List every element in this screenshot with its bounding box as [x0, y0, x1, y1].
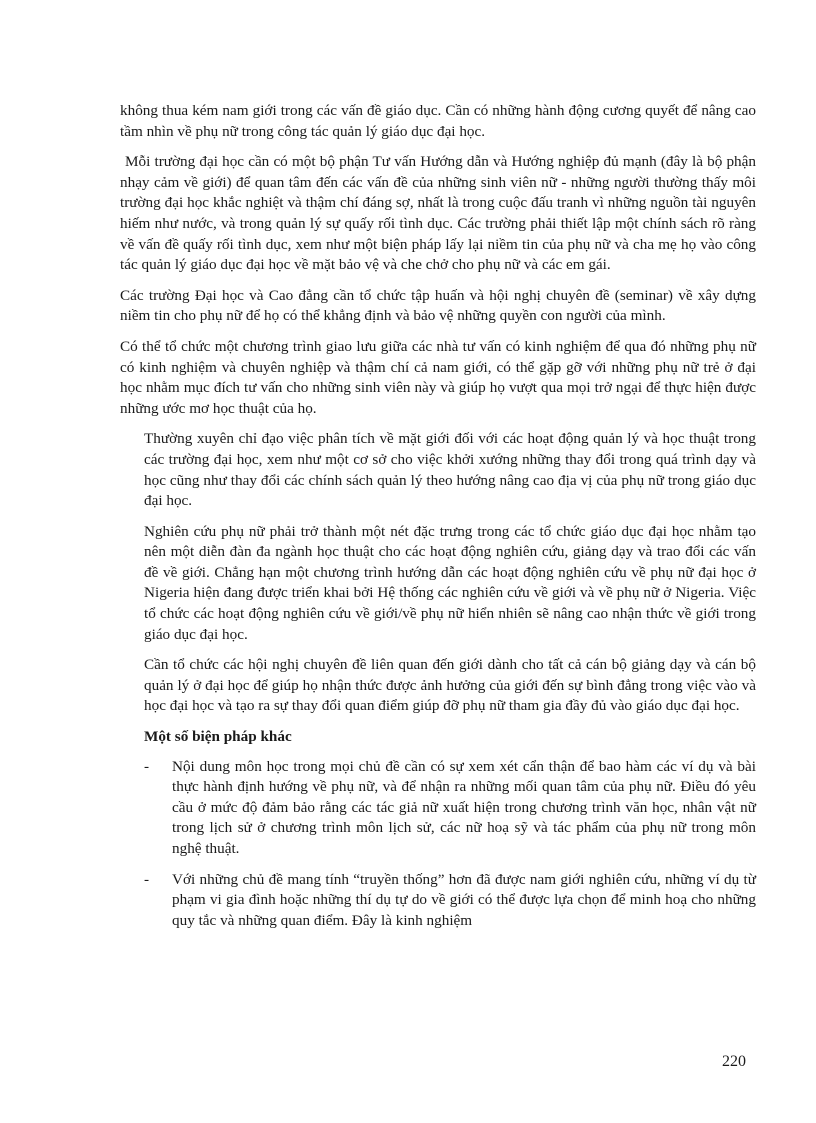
paragraph-training: Các trường Đại học và Cao đẳng cần tổ chức tập huấn và hội nghị chuyên đề (seminar) về xây dựng niềm tin cho phụ nữ để họ có thể khẳng định và bảo vệ những quyền con người của mình. [120, 286, 756, 325]
dash-marker: - [144, 757, 150, 775]
list-item [144, 870, 756, 932]
page-content [120, 101, 756, 941]
page-number: 220 [722, 1053, 746, 1070]
paragraph-gender-analysis: Thường xuyên chỉ đạo việc phân tích về mặt giới đối với các hoạt động quản lý và học thuật trong các trường đại học, xem như một cơ sở cho việc khởi xướng những thay đổi trong quá trình dạy và học cũng như thay đổi các chính sách quản lý theo hướng nâng cao địa vị của phụ nữ trong giáo dục đại học. [144, 430, 756, 510]
list-item-text: Nội dung môn học trong mọi chủ đề cần có sự xem xét cẩn thận để bao hàm các ví dụ và bài thực hành định hướng về phụ nữ, và để nhận ra những mối quan tâm của phụ nữ. Điều đó yêu cầu ở mức độ đảm bảo rằng các tác giả nữ xuất hiện trong chương trình văn học, nhân vật nữ trong lịch sử ở chương trình môn lịch sử, các nữ hoạ sỹ và tác phẩm của phụ nữ trong môn nghệ thuật. [172, 757, 756, 857]
paragraph-mentoring: Có thể tổ chức một chương trình giao lưu giữa các nhà tư vấn có kinh nghiệm để qua đó những phụ nữ có kinh nghiệm và chuyên nghiệp và thậm chí cả nam giới, có thể gặp gỡ với những phụ nữ trẻ ở đại học nhằm mục đích tư vấn cho những sinh viên này và giúp họ vượt qua mọi trở ngại để thực hiện được những ước mơ học thuật của họ. [120, 337, 756, 417]
paragraph-seminars: Cần tổ chức các hội nghị chuyên đề liên quan đến giới dành cho tất cả cán bộ giảng dạy và cán bộ quản lý ở đại học để giúp họ nhận thức được ảnh hưởng của giới đến sự bình đẳng trong việc vào và học đại học và tạo ra sự thay đổi quan điểm giúp đỡ phụ nữ tham gia đầy đủ vào giáo dục đại học. [144, 656, 756, 715]
paragraph-counseling: Mỗi trường đại học cần có một bộ phận Tư vấn Hướng dẫn và Hướng nghiệp đủ mạnh (đây là bộ phận nhạy cảm về giới) để quan tâm đến các vấn đề của những sinh viên nữ - những người thường thấy môi trường đại học khắc nghiệt và thậm chí đáng sợ, nhất là trong cuộc đấu tranh vì những nguồn tài nguyên hiếm như nước, và trong quản lý sự quấy rối tình dục. Các trường phải thiết lập một chính sách rõ ràng về vấn đề quấy rối tình dục, xem như một biện pháp lấy lại niềm tin của phụ nữ và cha mẹ họ vào công tác quản lý giáo dục đại học về mặt bảo vệ và che chở cho phụ nữ và các em gái. [120, 153, 756, 274]
paragraph-continuation: không thua kém nam giới trong các vấn đề giáo dục. Cần có những hành động cương quyết để nâng cao tầm nhìn về phụ nữ trong công tác quản lý giáo dục đại học. [120, 102, 756, 140]
measures-list [120, 757, 756, 932]
indented-block [120, 429, 756, 717]
dash-marker: - [144, 870, 150, 888]
list-item [144, 757, 756, 860]
section-heading: Một số biện pháp khác [144, 728, 292, 746]
list-item-text: Với những chủ đề mang tính “truyền thống” hơn đã được nam giới nghiên cứu, những ví dụ từ phạm vi gia đình hoặc những thí dụ tự do về giới có thể được lựa chọn để minh hoạ cho những quy tắc và những quan điểm. Đây là kinh nghiệm [172, 870, 756, 929]
paragraph-women-studies: Nghiên cứu phụ nữ phải trở thành một nét đặc trưng trong các tổ chức giáo dục đại học nhằm tạo nên một diễn đàn đa ngành học thuật cho các hoạt động nghiên cứu, giảng dạy và trao đổi các vấn đề về giới. Chẳng hạn một chương trình hướng dẫn các hoạt động nghiên cứu về phụ nữ đại học ở Nigeria hiện đang được triển khai bởi Hệ thống các nghiên cứu về giới và về phụ nữ ở Nigeria. Việc tổ chức các hoạt động nghiên cứu về giới/về phụ nữ hiển nhiên sẽ nâng cao nhận thức về giới trong giáo dục đại học. [144, 522, 756, 643]
